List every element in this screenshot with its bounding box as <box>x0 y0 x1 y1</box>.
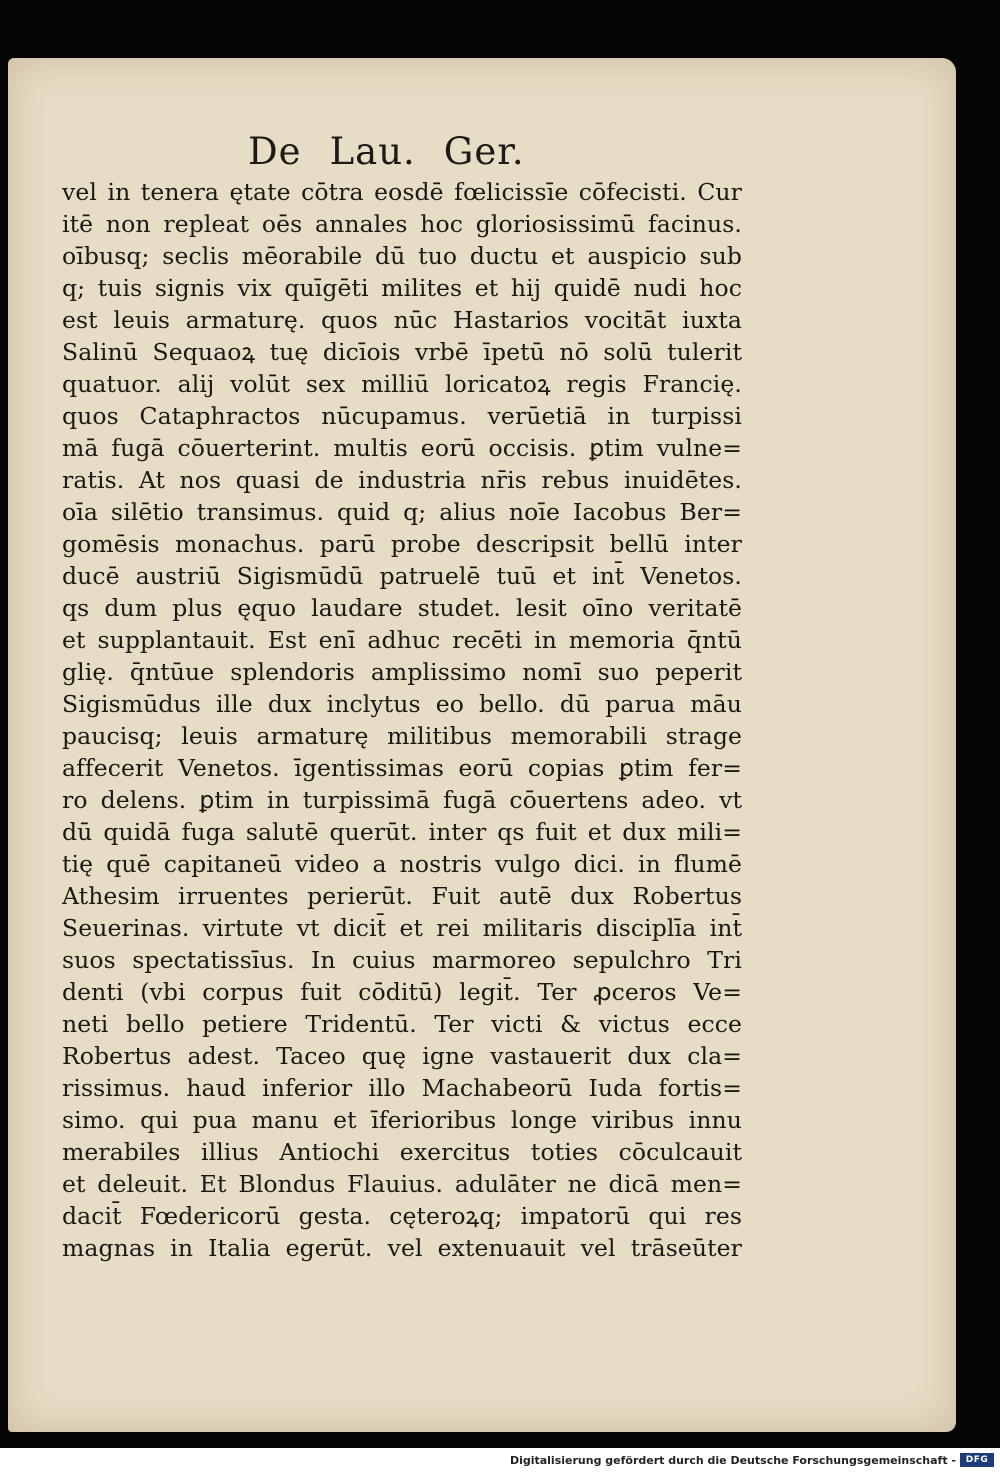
text-line: Robertus adest. Taceo quę igne vastauerit dux cla= <box>62 1042 742 1070</box>
text-line: et supplantauit. Est enī adhuc recēti in memoria q̄ntū <box>62 626 742 654</box>
text-line: qs dum plus ęquo laudare studet. lesit oīno veritatē <box>62 594 742 622</box>
text-line: dū quidā fuga salutē querūt. inter qs fuit et dux mili= <box>62 818 742 846</box>
text-line: ducē austriū Sigismūdū patruelē tuū et int̄ Venetos. <box>62 562 742 590</box>
text-line: rissimus. haud inferior illo Machabeorū Iuda fortis= <box>62 1074 742 1102</box>
text-line: ratis. At nos quasi de industria nr̄is rebus inuidētes. <box>62 466 742 494</box>
text-line: dacit̄ Fœdericorū gesta. cęteroꝝq; impatorū qui res <box>62 1202 742 1230</box>
text-line: quatuor. alij volūt sex milliū loricatoꝝ regis Francię. <box>62 370 742 398</box>
dfg-logo: DFG <box>960 1453 994 1467</box>
text-line: Seuerinas. virtute vt dicit̄ et rei militaris disciplīa int̄ <box>62 914 742 942</box>
text-line: itē non repleat oēs annales hoc gloriosissimū facinus. <box>62 210 742 238</box>
text-line: gomēsis monachus. parū probe descripsit bellū inter <box>62 530 742 558</box>
text-line: oībusq; seclis mēorabile dū tuo ductu et auspicio sub <box>62 242 742 270</box>
text-line: denti (vbi corpus fuit cōditū) legit̄. Ter ꝓceros Ve= <box>62 978 742 1006</box>
text-line: ro delens. ꝑtim in turpissimā fugā cōuertens adeo. vt <box>62 786 742 814</box>
footer-bar <box>0 1448 1000 1473</box>
text-line: q; tuis signis vix quīgēti milites et hij quidē nudi hoc <box>62 274 742 302</box>
text-line: et deleuit. Et Blondus Flauius. adulāter ne dicā men= <box>62 1170 742 1198</box>
text-line: merabiles illius Antiochi exercitus toties cōculcauit <box>62 1138 742 1166</box>
text-line: simo. qui pua manu et īferioribus longe viribus innu <box>62 1106 742 1134</box>
text-line: suos spectatissīus. In cuius marmoreo sepulchro Tri <box>62 946 742 974</box>
text-line: mā fugā cōuerterint. multis eorū occisis. ꝑtim vulne= <box>62 434 742 462</box>
text-line: tię quē capitaneū video a nostris vulgo dici. in flumē <box>62 850 742 878</box>
text-line: paucisq; leuis armaturę militibus memorabili strage <box>62 722 742 750</box>
text-line: Salinū Sequaoꝝ tuę dicīois vrbē īpetū nō solū tulerit <box>62 338 742 366</box>
body-text <box>62 176 742 1264</box>
text-line: vel in tenera ętate cōtra eosdē fœlicissīe cōfecisti. Cur <box>62 178 742 206</box>
book-page <box>8 58 956 1432</box>
text-line: glię. q̄ntūue splendoris amplissimo nomī suo peperit <box>62 658 742 686</box>
text-line: est leuis armaturę. quos nūc Hastarios vocitāt iuxta <box>62 306 742 334</box>
text-line: affecerit Venetos. īgentissimas eorū copias ꝑtim fer= <box>62 754 742 782</box>
header-word: De <box>248 130 302 173</box>
header-word: Lau. <box>329 130 416 173</box>
header-word: Ger. <box>443 130 525 173</box>
text-line: quos Cataphractos nūcupamus. verūetiā in turpissi <box>62 402 742 430</box>
text-line: Athesim irruentes perierūt. Fuit autē dux Robertus <box>62 882 742 910</box>
text-line: oīa silētio transimus. quid q; alius noīe Iacobus Ber= <box>62 498 742 526</box>
funding-credit: Digitalisierung gefördert durch die Deutsche Forschungsgemeinschaft - <box>509 1454 956 1467</box>
text-line: neti bello petiere Tridentū. Ter victi & victus ecce <box>62 1010 742 1038</box>
text-line: magnas in Italia egerūt. vel extenuauit vel trāseūter <box>62 1234 742 1262</box>
text-line: Sigismūdus ille dux inclytus eo bello. dū parua māu <box>62 690 742 718</box>
running-header <box>248 130 548 173</box>
